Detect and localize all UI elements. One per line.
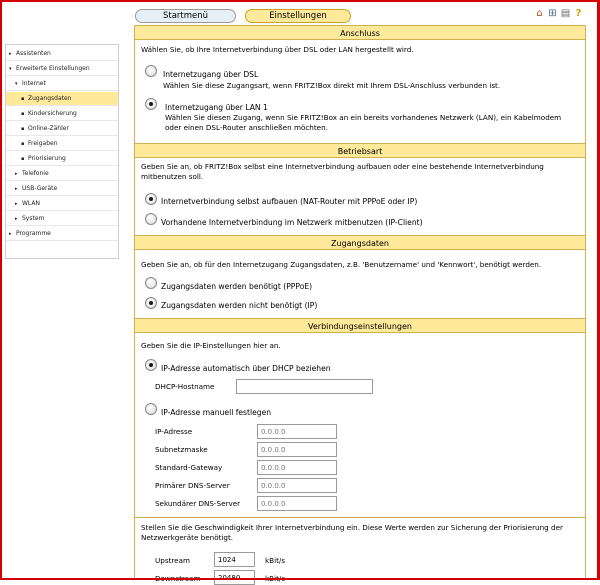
radio-ip-client[interactable] bbox=[145, 213, 157, 225]
zugangsdaten-intro: Geben Sie an, ob für den Internetzugang Zugangsdaten, z.B. 'Benutzername' und 'Kennwort', benötigt werden. bbox=[141, 260, 542, 269]
subnet-mask-input[interactable] bbox=[257, 442, 337, 457]
bullet-icon: ▪ bbox=[21, 96, 25, 102]
radio-lan-label: Internetzugang über LAN 1 bbox=[165, 103, 268, 112]
main-panel bbox=[134, 25, 586, 583]
sidebar-item-telefonie[interactable]: ▸ Telefonie bbox=[6, 167, 118, 181]
sidebar-item-usb[interactable]: ▸ USB-Geräte bbox=[6, 182, 118, 196]
radio-manual-ip[interactable] bbox=[145, 403, 157, 415]
radio-lan[interactable] bbox=[145, 98, 157, 110]
speed-intro: Stellen Sie die Geschwindigkeit Ihrer Internetverbindung ein. Diese Werte werden zur Sicherung der Priorisierung der Netzwerkgeräte benötigt. bbox=[141, 523, 563, 542]
radio-ip-label: Zugangsdaten werden nicht benötigt (IP) bbox=[161, 301, 318, 310]
bullet-icon: ▪ bbox=[21, 126, 25, 132]
radio-dhcp[interactable] bbox=[145, 359, 157, 371]
bullet-icon: ▪ bbox=[21, 141, 25, 147]
home-icon[interactable]: ⌂ bbox=[536, 8, 543, 19]
sidebar-item-online-zaehler[interactable]: ▪ Online-Zähler bbox=[6, 122, 118, 136]
chevron-down-icon: ▾ bbox=[15, 81, 18, 87]
radio-pppoe[interactable] bbox=[145, 277, 157, 289]
sidebar-nav bbox=[5, 44, 119, 259]
section-divider bbox=[135, 517, 585, 518]
tab-settings[interactable]: Einstellungen bbox=[245, 9, 351, 23]
downstream-label: Downstream bbox=[155, 574, 201, 583]
radio-dhcp-label: IP-Adresse automatisch über DHCP beziehen bbox=[161, 364, 331, 373]
radio-pppoe-label: Zugangsdaten werden benötigt (PPPoE) bbox=[161, 282, 313, 291]
upstream-label: Upstream bbox=[155, 556, 191, 565]
sidebar-item-internet[interactable]: ▾ Internet bbox=[6, 77, 118, 91]
primary-dns-label: Primärer DNS-Server bbox=[155, 481, 230, 490]
chevron-right-icon: ▸ bbox=[9, 231, 12, 237]
sidebar-item-programme[interactable]: ▸ Programme bbox=[6, 227, 118, 241]
sidebar-item-freigaben[interactable]: ▪ Freigaben bbox=[6, 137, 118, 151]
chevron-right-icon: ▸ bbox=[15, 216, 18, 222]
section-verbindung-title: Verbindungseinstellungen bbox=[135, 318, 585, 333]
primary-dns-input[interactable] bbox=[257, 478, 337, 493]
section-zugangsdaten-title: Zugangsdaten bbox=[135, 235, 585, 250]
secondary-dns-input[interactable] bbox=[257, 496, 337, 511]
sidebar-item-system[interactable]: ▸ System bbox=[6, 212, 118, 226]
secondary-dns-label: Sekundärer DNS-Server bbox=[155, 499, 241, 508]
radio-dsl[interactable] bbox=[145, 65, 157, 77]
bullet-icon: ▪ bbox=[21, 156, 25, 162]
upstream-unit: kBit/s bbox=[265, 556, 286, 565]
bullet-icon: ▪ bbox=[21, 111, 25, 117]
betriebsart-intro: Geben Sie an, ob FRITZ!Box selbst eine Internetverbindung aufbauen oder eine bestehende Internetverbindung mitbenutzen soll. bbox=[141, 162, 544, 181]
section-anschluss-title: Anschluss bbox=[135, 25, 585, 40]
help-icon[interactable]: ? bbox=[575, 8, 582, 19]
ip-address-input[interactable] bbox=[257, 424, 337, 439]
radio-dsl-desc: Wählen Sie diese Zugangsart, wenn FRITZ!Box direkt mit Ihrem DSL-Anschluss verbunden ist. bbox=[163, 81, 501, 90]
sidebar-item-priorisierung[interactable]: ▪ Priorisierung bbox=[6, 152, 118, 166]
radio-nat-router[interactable] bbox=[145, 193, 157, 205]
sidebar-item-assistenten[interactable]: ▸ Assistenten bbox=[6, 47, 118, 61]
section-betriebsart-title: Betriebsart bbox=[135, 143, 585, 158]
verbindung-intro: Geben Sie die IP-Einstellungen hier an. bbox=[141, 341, 281, 350]
gateway-label: Standard-Gateway bbox=[155, 463, 223, 472]
downstream-input[interactable] bbox=[214, 570, 255, 585]
anschluss-intro: Wählen Sie, ob Ihre Internetverbindung über DSL oder LAN hergestellt wird. bbox=[141, 45, 414, 54]
sidebar-item-kindersicherung[interactable]: ▪ Kindersicherung bbox=[6, 107, 118, 121]
radio-lan-desc: Wählen Sie diesen Zugang, wenn Sie FRITZ!Box an ein bereits vorhandenes Netzwerk (LAN), ein Kabelmodem oder einen DSL-Router anschließen möchten. bbox=[165, 113, 562, 132]
radio-dsl-label: Internetzugang über DSL bbox=[163, 70, 259, 79]
sidebar-item-wlan[interactable]: ▸ WLAN bbox=[6, 197, 118, 211]
gateway-input[interactable] bbox=[257, 460, 337, 475]
downstream-unit: kBit/s bbox=[265, 574, 286, 583]
radio-manual-ip-label: IP-Adresse manuell festlegen bbox=[161, 408, 272, 417]
sidebar-item-erweiterte[interactable]: ▾ Erweiterte Einstellungen bbox=[6, 62, 118, 76]
chevron-down-icon: ▾ bbox=[9, 66, 12, 72]
subnet-mask-label: Subnetzmaske bbox=[155, 445, 208, 454]
chevron-right-icon: ▸ bbox=[15, 201, 18, 207]
chevron-right-icon: ▸ bbox=[15, 171, 18, 177]
chevron-right-icon: ▸ bbox=[9, 51, 12, 57]
radio-nat-router-label: Internetverbindung selbst aufbauen (NAT-Router mit PPPoE oder IP) bbox=[161, 197, 418, 206]
radio-ip[interactable] bbox=[145, 297, 157, 309]
toolbar-icons bbox=[534, 8, 584, 20]
chevron-right-icon: ▸ bbox=[15, 186, 18, 192]
sidebar-item-zugangsdaten[interactable]: ▪ Zugangsdaten bbox=[6, 92, 118, 106]
printer-icon[interactable]: ▤ bbox=[560, 8, 571, 19]
ip-address-label: IP-Adresse bbox=[155, 427, 193, 436]
radio-ip-client-label: Vorhandene Internetverbindung im Netzwerk mitbenutzen (IP-Client) bbox=[161, 218, 423, 227]
hostname-input[interactable] bbox=[236, 379, 373, 394]
tab-startmenu[interactable]: Startmenü bbox=[135, 9, 236, 23]
network-icon[interactable]: ⊞ bbox=[548, 8, 557, 19]
upstream-input[interactable] bbox=[214, 552, 255, 567]
hostname-label: DHCP-Hostname bbox=[155, 382, 215, 391]
